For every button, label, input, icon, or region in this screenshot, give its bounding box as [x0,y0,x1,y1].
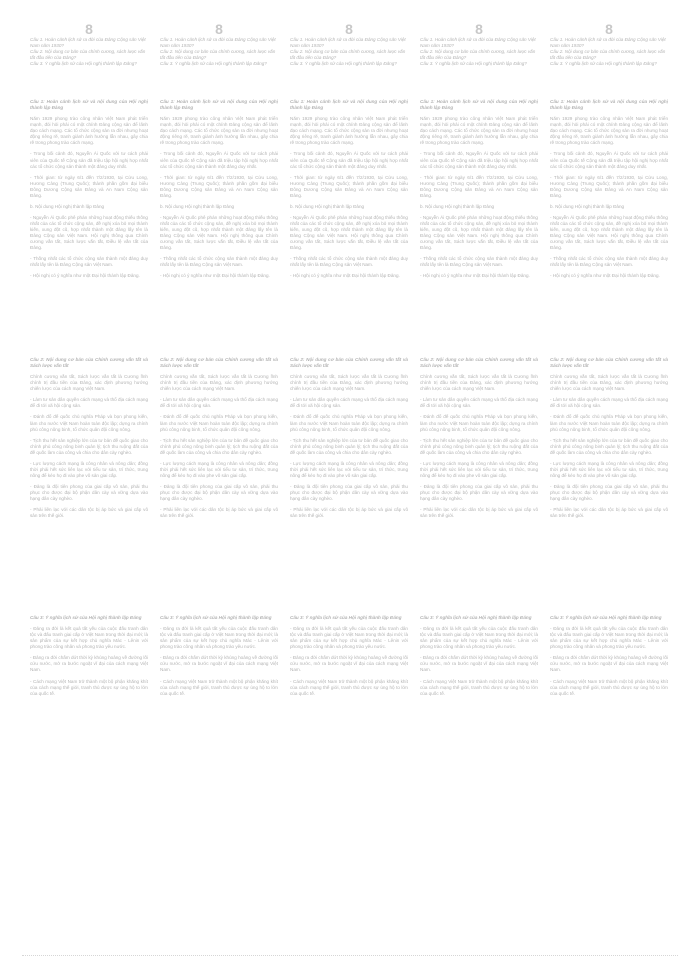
question-paragraph: - Đánh đổ đế quốc chủ nghĩa Pháp và bọn phong kiến, làm cho nước Việt Nam hoàn toàn độc lập; dựng ra chính phủ công nông binh, tổ chức quân đội công nông. [420,414,538,432]
question-paragraph: Chính cương vắn tắt, Sách lược vắn tắt là Cương lĩnh chính trị đầu tiên của Đảng, xác định phương hướng chiến lược của cách mạng Việt Nam. [290,374,408,392]
question-paragraph: - Thống nhất các tổ chức cộng sản thành một đảng duy nhất lấy tên là Đảng Cộng sản Việt Nam. [290,256,408,268]
document-column [420,22,538,785]
header-line: Câu 1. Hoàn cảnh lịch sử ra đời của Đảng Cộng sản Việt Nam năm 1930? [160,37,276,49]
question-paragraph: - Làm tư sản dân quyền cách mạng và thổ địa cách mạng để đi tới xã hội cộng sản. [420,397,538,409]
header-line: Câu 1. Hoàn cảnh lịch sử ra đời của Đảng Cộng sản Việt Nam năm 1930? [420,37,536,49]
question-paragraph: - Hội nghị có ý nghĩa như một Đại hội thành lập Đảng. [30,273,140,279]
header-line: Câu 1. Hoàn cảnh lịch sử ra đời của Đảng Cộng sản Việt Nam năm 1930? [550,37,666,49]
question-title: Câu 1: Hoàn cảnh lịch sử và nội dung của Hội nghị thành lập Đảng [420,99,538,111]
question-paragraph: - Phải liên lạc với các dân tộc bị áp bức và giai cấp vô sản trên thế giới. [420,507,538,519]
question-paragraph: - Thời gian: từ ngày 6/1 đến 7/2/1930, tại Cửu Long, Hương Cảng (Trung Quốc); thành phần gồm đại biểu Đông Dương Cộng sản Đảng và An Nam Cộng sản Đảng. [160,174,278,198]
question-paragraph: - Thời gian: từ ngày 6/1 đến 7/2/1930, tại Cửu Long, Hương Cảng (Trung Quốc); thành phần gồm đại biểu Đông Dương Cộng sản Đảng và An Nam Cộng sản Đảng. [420,174,538,198]
header-line: Câu 1. Hoàn cảnh lịch sử ra đời của Đảng Cộng sản Việt Nam năm 1930? [30,37,146,49]
question-paragraph: - Cách mạng Việt Nam trở thành một bộ phận khăng khít của cách mạng thế giới, tranh thủ được sự ủng hộ to lớn của quốc tế. [30,678,148,696]
question-paragraph: - Làm tư sản dân quyền cách mạng và thổ địa cách mạng để đi tới xã hội cộng sản. [30,397,148,409]
page-number: 8 [475,21,483,37]
question-paragraph: - Đảng ra đời chấm dứt thời kỳ khủng hoảng về đường lối cứu nước, mở ra bước ngoặt vĩ đại của cách mạng Việt Nam. [290,655,408,673]
question-2 [30,357,148,589]
header-block [290,37,408,67]
question-paragraph: - Trong bối cảnh đó, Nguyễn Ái Quốc với tư cách phái viên của Quốc tế Cộng sản đã triệu tập hội nghị hợp nhất các tổ chức cộng sản thành một đảng duy nhất. [420,151,538,169]
question-paragraph: - Trong bối cảnh đó, Nguyễn Ái Quốc với tư cách phái viên của Quốc tế Cộng sản đã triệu tập hội nghị hợp nhất các tổ chức cộng sản thành một đảng duy nhất. [550,151,668,169]
question-paragraph: - Trong bối cảnh đó, Nguyễn Ái Quốc với tư cách phái viên của Quốc tế Cộng sản đã triệu tập hội nghị hợp nhất các tổ chức cộng sản thành một đảng duy nhất. [290,151,408,169]
question-paragraph: Chính cương vắn tắt, Sách lược vắn tắt là Cương lĩnh chính trị đầu tiên của Đảng, xác định phương hướng chiến lược của cách mạng Việt Nam. [30,374,148,392]
question-paragraph: - Phải liên lạc với các dân tộc bị áp bức và giai cấp vô sản trên thế giới. [160,507,278,519]
question-paragraph: - Đảng ra đời là kết quả tất yếu của cuộc đấu tranh dân tộc và đấu tranh giai cấp ở Việt Nam trong thời đại mới; là sản phẩm của sự kết hợp chủ nghĩa Mác - Lênin với phong trào công nhân và phong trào yêu nước. [290,626,408,650]
question-paragraph: - Tịch thu hết sản nghiệp lớn của tư bản đế quốc giao cho chính phủ công nông binh quản lý; tịch thu ruộng đất của đế quốc làm của công và chia cho dân cày nghèo. [290,437,408,455]
header-block [420,37,538,67]
question-paragraph: - Đảng là đội tiên phong của giai cấp vô sản, phải thu phục cho được đại bộ phận dân cày và vững dựa vào hạng dân cày nghèo. [160,484,278,502]
question-paragraph: Chính cương vắn tắt, Sách lược vắn tắt là Cương lĩnh chính trị đầu tiên của Đảng, xác định phương hướng chiến lược của cách mạng Việt Nam. [420,374,538,392]
question-paragraph: - Đảng ra đời là kết quả tất yếu của cuộc đấu tranh dân tộc và đấu tranh giai cấp ở Việt Nam trong thời đại mới; là sản phẩm của sự kết hợp chủ nghĩa Mác - Lênin với phong trào công nhân và phong trào yêu nước. [30,626,148,650]
page-divider [22,955,678,956]
header-line: Câu 3. Ý nghĩa lịch sử của Hội nghị thành lập Đảng? [420,61,527,67]
question-paragraph: - Đánh đổ đế quốc chủ nghĩa Pháp và bọn phong kiến, làm cho nước Việt Nam hoàn toàn độc lập; dựng ra chính phủ công nông binh, tổ chức quân đội công nông. [290,414,408,432]
question-paragraph: - Phải liên lạc với các dân tộc bị áp bức và giai cấp vô sản trên thế giới. [290,507,408,519]
header-line: Câu 1. Hoàn cảnh lịch sử ra đời của Đảng Cộng sản Việt Nam năm 1930? [290,37,406,49]
question-paragraph: - Đánh đổ đế quốc chủ nghĩa Pháp và bọn phong kiến, làm cho nước Việt Nam hoàn toàn độc lập; dựng ra chính phủ công nông binh, tổ chức quân đội công nông. [550,414,668,432]
question-title: Câu 3: Ý nghĩa lịch sử của Hội nghị thành lập Đảng [290,615,402,620]
question-3 [420,615,538,785]
question-paragraph: - Trong bối cảnh đó, Nguyễn Ái Quốc với tư cách phái viên của Quốc tế Cộng sản đã triệu tập hội nghị hợp nhất các tổ chức cộng sản thành một đảng duy nhất. [160,151,278,169]
question-paragraph: - Nguyễn Ái Quốc phê phán những hoạt động thiếu thống nhất của các tổ chức cộng sản, đề nghị xóa bỏ mọi thành kiến, xung đột cũ, hợp nhất thành một đảng lấy tên là Đảng Cộng sản Việt Nam. Hội nghị thông qua Chính cương vắn tắt, Sách lược vắn tắt, Điều lệ vắn tắt của Đảng. [550,214,668,251]
question-paragraph: - Thời gian: từ ngày 6/1 đến 7/2/1930, tại Cửu Long, Hương Cảng (Trung Quốc); thành phần gồm đại biểu Đông Dương Cộng sản Đảng và An Nam Cộng sản Đảng. [290,174,408,198]
page-number: 8 [605,21,613,37]
question-paragraph: - Thống nhất các tổ chức cộng sản thành một đảng duy nhất lấy tên là Đảng Cộng sản Việt Nam. [160,256,278,268]
question-paragraph: - Thống nhất các tổ chức cộng sản thành một đảng duy nhất lấy tên là Đảng Cộng sản Việt Nam. [550,256,668,268]
question-paragraph: Chính cương vắn tắt, Sách lược vắn tắt là Cương lĩnh chính trị đầu tiên của Đảng, xác định phương hướng chiến lược của cách mạng Việt Nam. [550,374,668,392]
question-paragraph: - Phải liên lạc với các dân tộc bị áp bức và giai cấp vô sản trên thế giới. [550,507,668,519]
question-paragraph: - Thống nhất các tổ chức cộng sản thành một đảng duy nhất lấy tên là Đảng Cộng sản Việt Nam. [420,256,538,268]
question-paragraph: - Hội nghị có ý nghĩa như một Đại hội thành lập Đảng. [160,273,270,279]
question-paragraph: - Hội nghị có ý nghĩa như một Đại hội thành lập Đảng. [290,273,400,279]
header-line: Câu 3. Ý nghĩa lịch sử của Hội nghị thành lập Đảng? [160,61,267,67]
question-paragraph: b. Nội dung Hội nghị thành lập Đảng [420,203,495,209]
question-title: Câu 3: Ý nghĩa lịch sử của Hội nghị thành lập Đảng [420,615,532,620]
question-paragraph: - Đánh đổ đế quốc chủ nghĩa Pháp và bọn phong kiến, làm cho nước Việt Nam hoàn toàn độc lập; dựng ra chính phủ công nông binh, tổ chức quân đội công nông. [30,414,148,432]
question-paragraph: - Thống nhất các tổ chức cộng sản thành một đảng duy nhất lấy tên là Đảng Cộng sản Việt Nam. [30,256,148,268]
question-paragraph: b. Nội dung Hội nghị thành lập Đảng [160,203,235,209]
question-paragraph: Năm 1929 phong trào công nhân Việt Nam phát triển mạnh, đòi hỏi phải có một chính Đảng cộng sản để lãnh đạo cách mạng. Các tổ chức cộng sản ra đời nhưng hoạt động riêng rẽ, tranh giành ảnh hưởng lẫn nhau, gây chia rẽ trong phong trào cách mạng. [30,116,148,146]
header-line: Câu 3. Ý nghĩa lịch sử của Hội nghị thành lập Đảng? [290,61,397,67]
header-line: Câu 2. Nội dung cơ bản của chính cương, sách lược vắn tắt đầu tiên của Đảng? [160,49,276,61]
header-block [160,37,278,67]
document-column [550,22,668,785]
question-paragraph: - Cách mạng Việt Nam trở thành một bộ phận khăng khít của cách mạng thế giới, tranh thủ được sự ủng hộ to lớn của quốc tế. [160,678,278,696]
question-paragraph: b. Nội dung Hội nghị thành lập Đảng [30,203,105,209]
question-paragraph: - Cách mạng Việt Nam trở thành một bộ phận khăng khít của cách mạng thế giới, tranh thủ được sự ủng hộ to lớn của quốc tế. [420,678,538,696]
question-title: Câu 1: Hoàn cảnh lịch sử và nội dung của Hội nghị thành lập Đảng [550,99,668,111]
question-paragraph: - Đảng ra đời chấm dứt thời kỳ khủng hoảng về đường lối cứu nước, mở ra bước ngoặt vĩ đại của cách mạng Việt Nam. [30,655,148,673]
question-paragraph: b. Nội dung Hội nghị thành lập Đảng [290,203,365,209]
question-paragraph: - Tịch thu hết sản nghiệp lớn của tư bản đế quốc giao cho chính phủ công nông binh quản lý; tịch thu ruộng đất của đế quốc làm của công và chia cho dân cày nghèo. [420,437,538,455]
question-title: Câu 2: Nội dung cơ bản của Chính cương vắn tắt và Sách lược vắn tắt [290,357,408,369]
question-paragraph: - Đảng ra đời là kết quả tất yếu của cuộc đấu tranh dân tộc và đấu tranh giai cấp ở Việt Nam trong thời đại mới; là sản phẩm của sự kết hợp chủ nghĩa Mác - Lênin với phong trào công nhân và phong trào yêu nước. [160,626,278,650]
question-paragraph: Năm 1929 phong trào công nhân Việt Nam phát triển mạnh, đòi hỏi phải có một chính Đảng cộng sản để lãnh đạo cách mạng. Các tổ chức cộng sản ra đời nhưng hoạt động riêng rẽ, tranh giành ảnh hưởng lẫn nhau, gây chia rẽ trong phong trào cách mạng. [290,116,408,146]
question-1 [550,99,668,331]
question-2 [420,357,538,589]
question-paragraph: - Nguyễn Ái Quốc phê phán những hoạt động thiếu thống nhất của các tổ chức cộng sản, đề nghị xóa bỏ mọi thành kiến, xung đột cũ, hợp nhất thành một đảng lấy tên là Đảng Cộng sản Việt Nam. Hội nghị thông qua Chính cương vắn tắt, Sách lược vắn tắt, Điều lệ vắn tắt của Đảng. [420,214,538,251]
question-paragraph: - Cách mạng Việt Nam trở thành một bộ phận khăng khít của cách mạng thế giới, tranh thủ được sự ủng hộ to lớn của quốc tế. [550,678,668,696]
question-paragraph: - Làm tư sản dân quyền cách mạng và thổ địa cách mạng để đi tới xã hội cộng sản. [550,397,668,409]
question-paragraph: - Tịch thu hết sản nghiệp lớn của tư bản đế quốc giao cho chính phủ công nông binh quản lý; tịch thu ruộng đất của đế quốc làm của công và chia cho dân cày nghèo. [550,437,668,455]
question-paragraph: - Tịch thu hết sản nghiệp lớn của tư bản đế quốc giao cho chính phủ công nông binh quản lý; tịch thu ruộng đất của đế quốc làm của công và chia cho dân cày nghèo. [30,437,148,455]
question-paragraph: - Lực lượng cách mạng là công nhân và nông dân; đồng thời phải hết sức liên lạc với tiểu tư sản, trí thức, trung nông để kéo họ đi vào phe vô sản giai cấp. [420,460,538,478]
question-2 [550,357,668,589]
question-title: Câu 1: Hoàn cảnh lịch sử và nội dung của Hội nghị thành lập Đảng [290,99,408,111]
question-title: Câu 2: Nội dung cơ bản của Chính cương vắn tắt và Sách lược vắn tắt [30,357,148,369]
header-line: Câu 2. Nội dung cơ bản của chính cương, sách lược vắn tắt đầu tiên của Đảng? [550,49,666,61]
question-paragraph: - Lực lượng cách mạng là công nhân và nông dân; đồng thời phải hết sức liên lạc với tiểu tư sản, trí thức, trung nông để kéo họ đi vào phe vô sản giai cấp. [160,460,278,478]
question-3 [290,615,408,785]
question-paragraph: - Trong bối cảnh đó, Nguyễn Ái Quốc với tư cách phái viên của Quốc tế Cộng sản đã triệu tập hội nghị hợp nhất các tổ chức cộng sản thành một đảng duy nhất. [30,151,148,169]
question-paragraph: - Cách mạng Việt Nam trở thành một bộ phận khăng khít của cách mạng thế giới, tranh thủ được sự ủng hộ to lớn của quốc tế. [290,678,408,696]
question-paragraph: - Đảng ra đời chấm dứt thời kỳ khủng hoảng về đường lối cứu nước, mở ra bước ngoặt vĩ đại của cách mạng Việt Nam. [420,655,538,673]
question-title: Câu 3: Ý nghĩa lịch sử của Hội nghị thành lập Đảng [160,615,272,620]
question-paragraph: - Phải liên lạc với các dân tộc bị áp bức và giai cấp vô sản trên thế giới. [30,507,148,519]
question-1 [290,99,408,331]
question-paragraph: - Lực lượng cách mạng là công nhân và nông dân; đồng thời phải hết sức liên lạc với tiểu tư sản, trí thức, trung nông để kéo họ đi vào phe vô sản giai cấp. [550,460,668,478]
header-line: Câu 2. Nội dung cơ bản của chính cương, sách lược vắn tắt đầu tiên của Đảng? [290,49,406,61]
question-paragraph: Chính cương vắn tắt, Sách lược vắn tắt là Cương lĩnh chính trị đầu tiên của Đảng, xác định phương hướng chiến lược của cách mạng Việt Nam. [160,374,278,392]
question-1 [160,99,278,331]
question-paragraph: - Làm tư sản dân quyền cách mạng và thổ địa cách mạng để đi tới xã hội cộng sản. [290,397,408,409]
question-paragraph: - Đảng là đội tiên phong của giai cấp vô sản, phải thu phục cho được đại bộ phận dân cày và vững dựa vào hạng dân cày nghèo. [420,484,538,502]
question-3 [30,615,148,785]
question-paragraph: - Hội nghị có ý nghĩa như một Đại hội thành lập Đảng. [550,273,660,279]
question-paragraph: - Đảng là đội tiên phong của giai cấp vô sản, phải thu phục cho được đại bộ phận dân cày và vững dựa vào hạng dân cày nghèo. [30,484,148,502]
question-paragraph: - Nguyễn Ái Quốc phê phán những hoạt động thiếu thống nhất của các tổ chức cộng sản, đề nghị xóa bỏ mọi thành kiến, xung đột cũ, hợp nhất thành một đảng lấy tên là Đảng Cộng sản Việt Nam. Hội nghị thông qua Chính cương vắn tắt, Sách lược vắn tắt, Điều lệ vắn tắt của Đảng. [290,214,408,251]
question-paragraph: - Đánh đổ đế quốc chủ nghĩa Pháp và bọn phong kiến, làm cho nước Việt Nam hoàn toàn độc lập; dựng ra chính phủ công nông binh, tổ chức quân đội công nông. [160,414,278,432]
question-paragraph: - Đảng là đội tiên phong của giai cấp vô sản, phải thu phục cho được đại bộ phận dân cày và vững dựa vào hạng dân cày nghèo. [550,484,668,502]
question-paragraph: Năm 1929 phong trào công nhân Việt Nam phát triển mạnh, đòi hỏi phải có một chính Đảng cộng sản để lãnh đạo cách mạng. Các tổ chức cộng sản ra đời nhưng hoạt động riêng rẽ, tranh giành ảnh hưởng lẫn nhau, gây chia rẽ trong phong trào cách mạng. [550,116,668,146]
header-block [30,37,148,67]
page-number: 8 [85,21,93,37]
question-title: Câu 3: Ý nghĩa lịch sử của Hội nghị thành lập Đảng [550,615,662,620]
question-paragraph: b. Nội dung Hội nghị thành lập Đảng [550,203,625,209]
question-1 [30,99,148,331]
question-paragraph: - Đảng ra đời là kết quả tất yếu của cuộc đấu tranh dân tộc và đấu tranh giai cấp ở Việt Nam trong thời đại mới; là sản phẩm của sự kết hợp chủ nghĩa Mác - Lênin với phong trào công nhân và phong trào yêu nước. [420,626,538,650]
question-title: Câu 1: Hoàn cảnh lịch sử và nội dung của Hội nghị thành lập Đảng [160,99,278,111]
question-paragraph: - Đảng ra đời chấm dứt thời kỳ khủng hoảng về đường lối cứu nước, mở ra bước ngoặt vĩ đại của cách mạng Việt Nam. [550,655,668,673]
header-line: Câu 2. Nội dung cơ bản của chính cương, sách lược vắn tắt đầu tiên của Đảng? [30,49,146,61]
question-2 [160,357,278,589]
question-paragraph: - Tịch thu hết sản nghiệp lớn của tư bản đế quốc giao cho chính phủ công nông binh quản lý; tịch thu ruộng đất của đế quốc làm của công và chia cho dân cày nghèo. [160,437,278,455]
question-title: Câu 2: Nội dung cơ bản của Chính cương vắn tắt và Sách lược vắn tắt [550,357,668,369]
document-column [290,22,408,785]
page-number: 8 [215,21,223,37]
header-line: Câu 3. Ý nghĩa lịch sử của Hội nghị thành lập Đảng? [550,61,657,67]
header-line: Câu 3. Ý nghĩa lịch sử của Hội nghị thành lập Đảng? [30,61,137,67]
question-title: Câu 1: Hoàn cảnh lịch sử và nội dung của Hội nghị thành lập Đảng [30,99,148,111]
question-paragraph: - Nguyễn Ái Quốc phê phán những hoạt động thiếu thống nhất của các tổ chức cộng sản, đề nghị xóa bỏ mọi thành kiến, xung đột cũ, hợp nhất thành một đảng lấy tên là Đảng Cộng sản Việt Nam. Hội nghị thông qua Chính cương vắn tắt, Sách lược vắn tắt, Điều lệ vắn tắt của Đảng. [30,214,148,251]
question-paragraph: - Đảng ra đời là kết quả tất yếu của cuộc đấu tranh dân tộc và đấu tranh giai cấp ở Việt Nam trong thời đại mới; là sản phẩm của sự kết hợp chủ nghĩa Mác - Lênin với phong trào công nhân và phong trào yêu nước. [550,626,668,650]
question-paragraph: - Đảng ra đời chấm dứt thời kỳ khủng hoảng về đường lối cứu nước, mở ra bước ngoặt vĩ đại của cách mạng Việt Nam. [160,655,278,673]
question-paragraph: - Lực lượng cách mạng là công nhân và nông dân; đồng thời phải hết sức liên lạc với tiểu tư sản, trí thức, trung nông để kéo họ đi vào phe vô sản giai cấp. [30,460,148,478]
document-column [30,22,148,785]
header-block [550,37,668,67]
question-paragraph: - Đảng là đội tiên phong của giai cấp vô sản, phải thu phục cho được đại bộ phận dân cày và vững dựa vào hạng dân cày nghèo. [290,484,408,502]
question-paragraph: - Thời gian: từ ngày 6/1 đến 7/2/1930, tại Cửu Long, Hương Cảng (Trung Quốc); thành phần gồm đại biểu Đông Dương Cộng sản Đảng và An Nam Cộng sản Đảng. [550,174,668,198]
question-paragraph: - Hội nghị có ý nghĩa như một Đại hội thành lập Đảng. [420,273,530,279]
question-3 [550,615,668,785]
question-paragraph: - Thời gian: từ ngày 6/1 đến 7/2/1930, tại Cửu Long, Hương Cảng (Trung Quốc); thành phần gồm đại biểu Đông Dương Cộng sản Đảng và An Nam Cộng sản Đảng. [30,174,148,198]
question-paragraph: - Làm tư sản dân quyền cách mạng và thổ địa cách mạng để đi tới xã hội cộng sản. [160,397,278,409]
document-column [160,22,278,785]
question-title: Câu 2: Nội dung cơ bản của Chính cương vắn tắt và Sách lược vắn tắt [420,357,538,369]
question-paragraph: - Lực lượng cách mạng là công nhân và nông dân; đồng thời phải hết sức liên lạc với tiểu tư sản, trí thức, trung nông để kéo họ đi vào phe vô sản giai cấp. [290,460,408,478]
page-number: 8 [345,21,353,37]
question-title: Câu 3: Ý nghĩa lịch sử của Hội nghị thành lập Đảng [30,615,142,620]
question-2 [290,357,408,589]
question-paragraph: Năm 1929 phong trào công nhân Việt Nam phát triển mạnh, đòi hỏi phải có một chính Đảng cộng sản để lãnh đạo cách mạng. Các tổ chức cộng sản ra đời nhưng hoạt động riêng rẽ, tranh giành ảnh hưởng lẫn nhau, gây chia rẽ trong phong trào cách mạng. [420,116,538,146]
question-3 [160,615,278,785]
question-paragraph: Năm 1929 phong trào công nhân Việt Nam phát triển mạnh, đòi hỏi phải có một chính Đảng cộng sản để lãnh đạo cách mạng. Các tổ chức cộng sản ra đời nhưng hoạt động riêng rẽ, tranh giành ảnh hưởng lẫn nhau, gây chia rẽ trong phong trào cách mạng. [160,116,278,146]
question-paragraph: - Nguyễn Ái Quốc phê phán những hoạt động thiếu thống nhất của các tổ chức cộng sản, đề nghị xóa bỏ mọi thành kiến, xung đột cũ, hợp nhất thành một đảng lấy tên là Đảng Cộng sản Việt Nam. Hội nghị thông qua Chính cương vắn tắt, Sách lược vắn tắt, Điều lệ vắn tắt của Đảng. [160,214,278,251]
question-1 [420,99,538,331]
question-title: Câu 2: Nội dung cơ bản của Chính cương vắn tắt và Sách lược vắn tắt [160,357,278,369]
header-line: Câu 2. Nội dung cơ bản của chính cương, sách lược vắn tắt đầu tiên của Đảng? [420,49,536,61]
